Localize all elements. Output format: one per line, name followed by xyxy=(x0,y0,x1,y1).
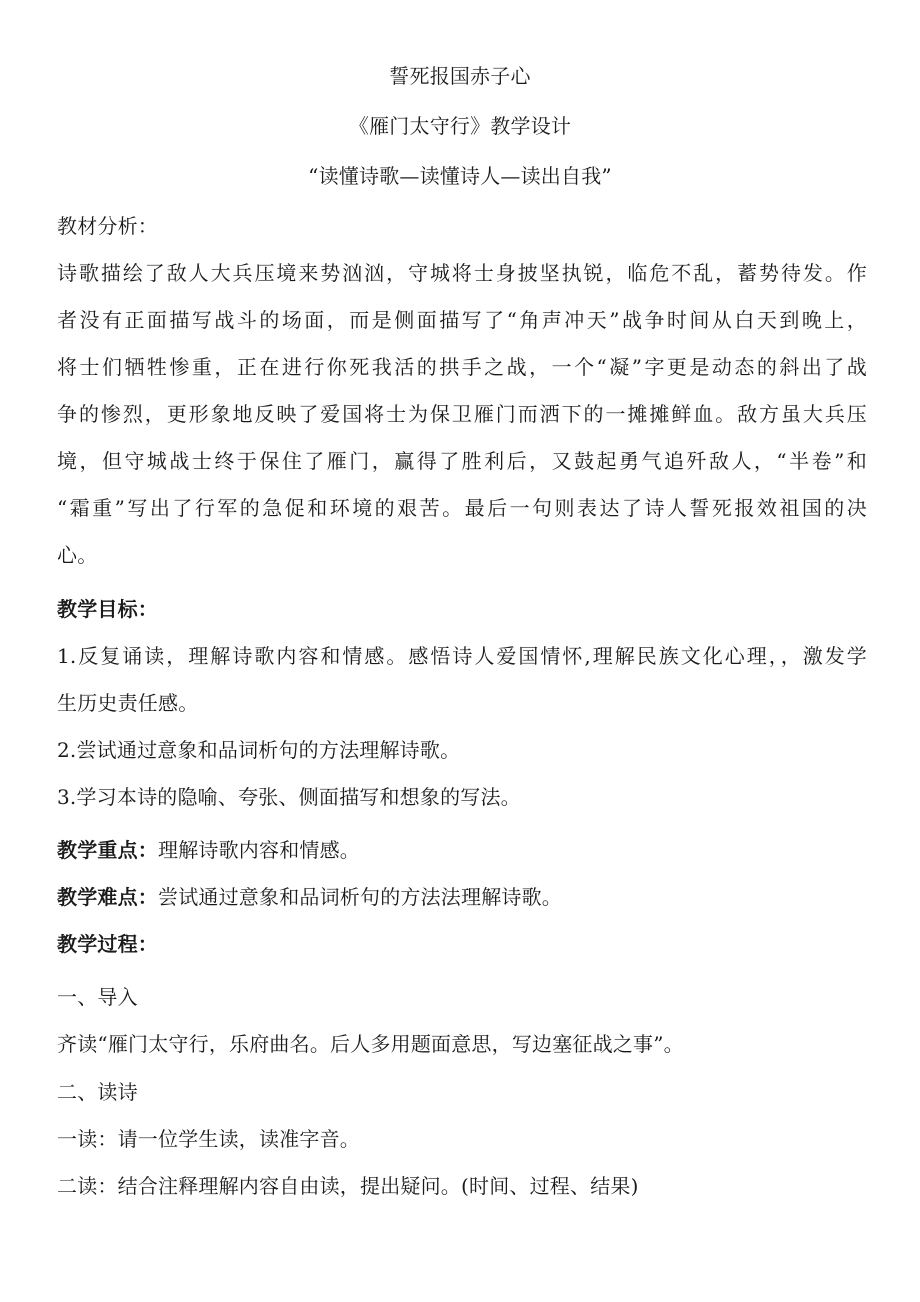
document-title: 誓死报国赤子心 xyxy=(389,64,531,88)
key-point-label: 教学重点： xyxy=(57,838,158,862)
section-heading-process: 教学过程： xyxy=(57,932,158,956)
difficulty-text: 尝试通过意象和品词析句的方法法理解诗歌。 xyxy=(158,885,562,909)
analysis-line: 者没有正面描写战斗的场面，而是侧面描写了“角声冲天”战争时间从白天到晚上， xyxy=(57,308,867,332)
process-line: 齐读“雁门太守行，乐府曲名。后人多用题面意思，写边塞征战之事”。 xyxy=(57,1032,684,1056)
process-line: 二、读诗 xyxy=(57,1080,138,1104)
key-point-text: 理解诗歌内容和情感。 xyxy=(158,838,360,862)
process-line: 一读：请一位学生读，读准字音。 xyxy=(57,1127,360,1151)
difficulty-row xyxy=(57,885,867,909)
analysis-line: 争的惨烈，更形象地反映了爱国将士为保卫雁门而洒下的一摊摊鲜血。敌方虽大兵压 xyxy=(57,402,867,426)
goal-line: 3.学习本诗的隐喻、夸张、侧面描写和想象的写法。 xyxy=(57,785,521,809)
analysis-line: 诗歌描绘了敌人大兵压境来势汹汹，守城将士身披坚执锐，临危不乱，蓄势待发。作 xyxy=(57,261,867,285)
goal-line: 1.反复诵读，理解诗歌内容和情感。感悟诗人爱国情怀,理解民族文化心理，，激发学 xyxy=(57,644,867,668)
section-heading-analysis: 教材分析： xyxy=(57,214,158,238)
analysis-line: 境，但守城战士终于保住了雁门，赢得了胜利后，又鼓起勇气追歼敌人，“半卷”和 xyxy=(57,449,867,473)
document-tagline: “读懂诗歌—读懂诗人—读出自我” xyxy=(308,164,612,188)
process-line: 一、导入 xyxy=(57,985,138,1009)
analysis-line: 心。 xyxy=(57,543,98,567)
goal-line: 2.尝试通过意象和品词析句的方法理解诗歌。 xyxy=(57,738,461,762)
document-subtitle: 《雁门太守行》教学设计 xyxy=(348,114,572,138)
process-line: 二读：结合注释理解内容自由读，提出疑问。(时间、过程、结果) xyxy=(57,1174,639,1198)
analysis-line: 将士们牺牲惨重，正在进行你死我活的拱手之战，一个“凝”字更是动态的斜出了战 xyxy=(57,355,867,379)
difficulty-label: 教学难点： xyxy=(57,885,158,909)
section-heading-goals: 教学目标： xyxy=(57,597,158,621)
goal-line: 生历史责任感。 xyxy=(57,691,199,715)
analysis-line: “霜重”写出了行军的急促和环境的艰苦。最后一句则表达了诗人誓死报效祖国的决 xyxy=(57,496,867,520)
key-point-row xyxy=(57,838,867,862)
